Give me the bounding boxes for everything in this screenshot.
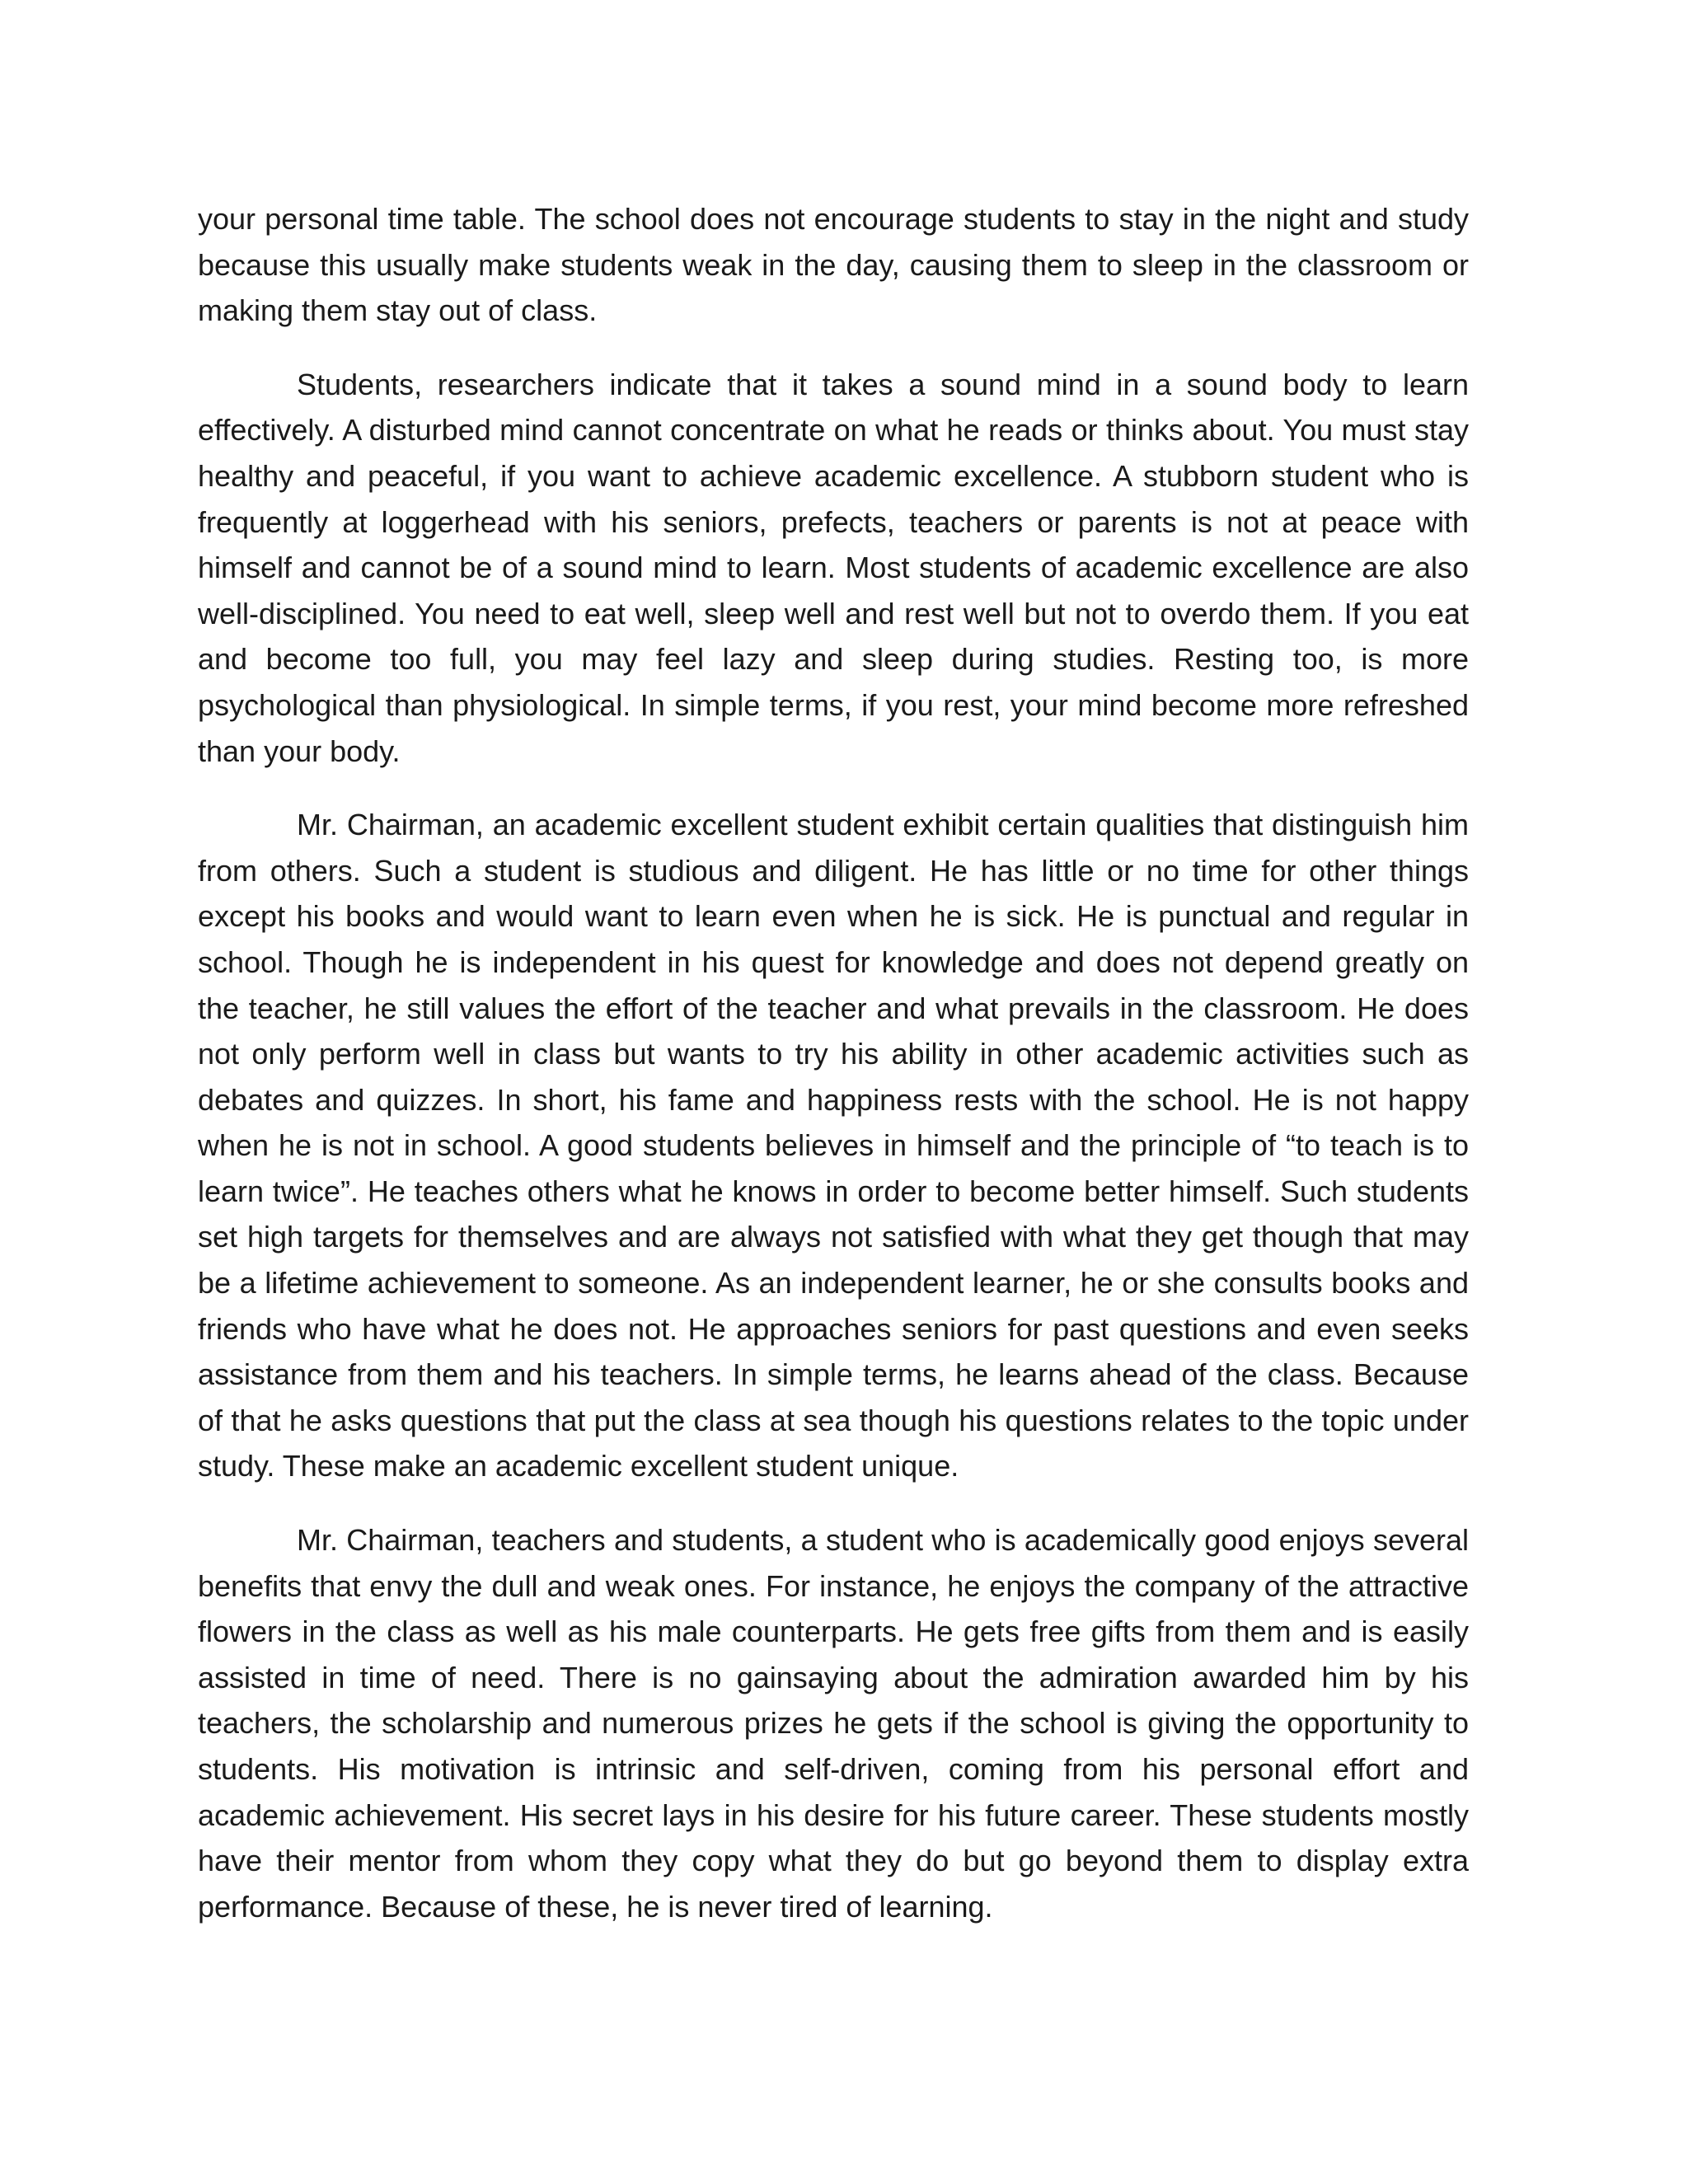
paragraph-sound-mind: Students, researchers indicate that it takes a sound mind in a sound body to learn effectively. A disturbed mind cannot concentrate on what he reads or thinks about. You must stay healthy and peaceful, if you want to achieve academic excellence. A stubborn student who is frequently at loggerhead with his seniors, prefects, teachers or parents is not at peace with himself and cannot be of a sound mind to learn. Most students of academic excellence are also well-disciplined. You need to eat well, sleep well and rest well but not to overdo them. If you eat and become too full, you may feel lazy and sleep during studies. Resting too, is more psychological than physiological. In simple terms, if you rest, your mind become more refreshed than your body. — [198, 367, 1469, 768]
paragraph-continuation: your personal time table. The school does not encourage students to stay in the night and study because this usually make students weak in the day, causing them to sleep in the classroom or making them stay out of class. — [198, 202, 1469, 328]
paragraph-student-qualities: Mr. Chairman, an academic excellent student exhibit certain qualities that distinguish him from others. Such a student is studious and diligent. He has little or no time for other things except his books and would want to learn even when he is sick. He is punctual and regular in school. Though he is independent in his quest for knowledge and does not depend greatly on the teacher, he still values the effort of the teacher and what prevails in the classroom. He does not only perform well in class but wants to try his ability in other academic activities such as debates and quizzes. In short, his fame and happiness rests with the school. He is not happy when he is not in school. A good students believes in himself and the principle of “to teach is to learn twice”. He teaches others what he knows in order to become better himself. Such students set high targets for themselves and are always not satisfied with what they get though that may be a lifetime achievement to someone. As an independent learner, he or she consults books and friends who have what he does not. He approaches seniors for past questions and even seeks assistance from them and his teachers. In simple terms, he learns ahead of the class. Because of that he asks questions that put the class at sea though his questions relates to the topic under study. These make an academic excellent student unique. — [198, 808, 1469, 1483]
document-body — [198, 196, 1469, 1957]
paragraph-student-benefits: Mr. Chairman, teachers and students, a student who is academically good enjoys several benefits that envy the dull and weak ones. For instance, he enjoys the company of the attractive flowers in the class as well as his male counterparts. He gets free gifts from them and is easily assisted in time of need. There is no gainsaying about the admiration awarded him by his teachers, the scholarship and numerous prizes he gets if the school is giving the opportunity to students. His motivation is intrinsic and self-driven, coming from his personal effort and academic achievement. His secret lays in his desire for his future career. These students mostly have their mentor from whom they copy what they do but go beyond them to display extra performance. Because of these, he is never tired of learning. — [198, 1523, 1469, 1924]
